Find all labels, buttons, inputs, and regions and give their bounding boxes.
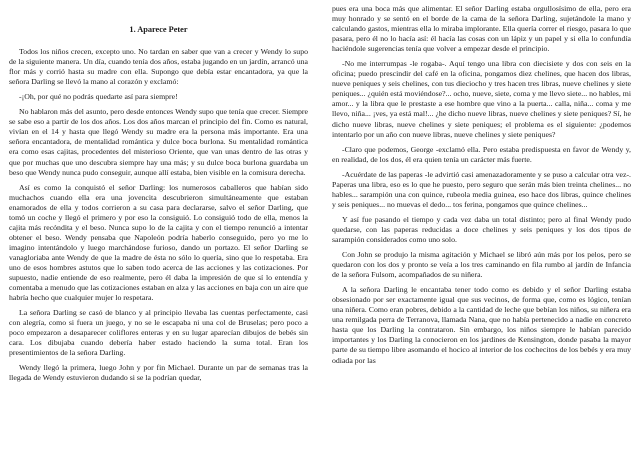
paragraph: Wendy llegó la primera, luego John y por fin Michael. Durante un par de semanas tras la llegada de Wendy estuvieron dudando si se la podrían quedar, [9,363,308,383]
paragraph: A la señora Darling le encantaba tener todo como es debido y el señor Darling estaba obsesionado por ser exactamente igual que sus vecinos, de forma que, como es lógico, tenían una niñera. Como eran pobres, debido a la cantidad de leche que bebían los niños, su niñera era una remilgada perra de Terranova, llamada Nana, que no había pertenecido a nadie en concreto hasta que los Darling la contrataron. Sin embargo, los niños siempre le habían parecido importantes y los Darling la conocieron en los jardines de Kensington, donde pasaba la mayor parte de su tiempo libre asomando el hocico al interior de los cochecitos de los bebés y era muy odiada por las [332,285,631,365]
paragraph: Así es como la conquistó el señor Darling: los numerosos caballeros que habían sido muchachos cuando ella era una jovencita descubrieron simultáneamente que estaban enamorados de ella y todos corrieron a su casa para declararse, salvo el señor Darling, que tomó un coche y llegó el primero y por eso la consiguió. Lo consiguió todo de ella, menos la cajita más recóndita y el beso. Nunca supo lo de la cajita y con el tiempo renunció a intentar obtener el beso. Wendy pensaba que Napoleón podría haberlo conseguido, pero yo me lo imagino intentándolo y luego marchándose furioso, dando un portazo. El señor Darling se vanagloriaba ante Wendy de que la madre de ésta no sólo lo quería, sino que lo respetaba. Era uno de esos hombres astutos que lo saben todo acerca de las acciones y las cotizaciones. Por supuesto, nadie entiende de eso realmente, pero él daba la impresión de que sí lo entendía y comentaba a menudo que las cotizaciones estaban en alza y las acciones en baja con un aire que habría hecho que cualquier mujer lo respetara. [9,182,308,303]
paragraph: -No me interrumpas -le rogaba-. Aquí tengo una libra con diecisiete y dos con seis en la oficina; puedo prescindir del café en la oficina, pongamos diez chelines, que hacen dos libras, nueve peniques y seis chelines, con tus dieciocho y tres hacen tres libras, nueve chelines y siete peniques... ¿quién está moviéndose?... ocho, nueve, siete, coma y me llevo siete... no hables, mi amor... y la libra que le prestaste a ese hombre que vino a la puerta... calla, niña... coma y me llevo, niña... ¡ves, ya está mal!... ¿he dicho nueve libras, nueve chelines y siete peniques? Sí, he dicho nueve libras, nueve chelines y siete peniques; el problema es el siguiente: ¿podemos intentarlo por un año con nueve libras, nueve chelines y siete peniques? [332,59,631,139]
right-column [332,0,631,458]
paragraph: -¡Oh, por qué no podrás quedarte así para siempre! [19,92,178,102]
paragraph: No hablaron más del asunto, pero desde entonces Wendy supo que tenía que crecer. Siempre se sabe eso a partir de los dos años. Los dos años marcan el principio del fin. Como es natural, vivían en el 14 y hasta que llegó Wendy su madre era la persona más importante. Era una señora encantadora, de mentalidad romántica y dulce boca burlona. Su mentalidad romántica era como esas cajitas, procedentes del misterioso Oriente, que van unas dentro de las otras y que por muchas que uno descubra siempre hay una más; y su dulce boca burlona guardaba un beso que Wendy nunca pudo conseguir, aunque allí estaba, bien visible en la comisura derecha. [9,107,308,177]
paragraph: -Acuérdate de las paperas -le advirtió casi amenazadoramente y se puso a calcular otra vez-. Paperas una libra, eso es lo que he puesto, pero seguro que serán más bien treinta chelines... no hables... sarampión una con quince, rubeola media guinea, eso hace dos libras, quince chelines y seis peniques... no muevas el dedo... tos ferina, pongamos que quince chelines... [332,169,631,209]
chapter-title: 1. Aparece Peter [129,25,188,34]
paragraph: -Claro que podemos, George -exclamó ella. Pero estaba predispuesta en favor de Wendy y, en realidad, de los dos, él era quien tenía un carácter más fuerte. [332,144,631,164]
paragraph: La señora Darling se casó de blanco y al principio llevaba las cuentas perfectamente, casi con alegría, como si fuera un juego, y no se le escapaba ni una col de Bruselas; pero poco a poco empezaron a desaparecer coliflores enteras y en su lugar aparecían dibujos de bebés sin cara. Los dibujaba cuando debería haber estado haciendo la suma total. Eran los presentimientos de la señora Darling. [9,308,308,358]
paragraph: Y así fue pasando el tiempo y cada vez daba un total distinto; pero al final Wendy pudo quedarse, con las paperas reducidas a doce chelines y seis peniques y los dos tipos de sarampión considerados como uno solo. [332,214,631,244]
paragraph: pues era una boca más que alimentar. El señor Darling estaba orgullosísimo de ella, pero era muy honrado y se sentó en el borde de la cama de la señora Darling, sujetándole la mano y calculando gastos, mientras ella lo miraba implorante. Ella quería correr el riesgo, pasara lo que pasara, pero él no lo hacía así: él hacía las cosas con un lápiz y un papel y si ella lo confundía haciéndole sugerencias tenía que volver a empezar desde el principio. [332,4,631,54]
left-column [9,0,308,458]
paragraph: Con John se produjo la misma agitación y Michael se libró aún más por los pelos, pero se quedaron con los dos y pronto se veía a los tres caminando en fila rumbo al jardín de Infancia de la señora Fulsom, acompañados de su niñera. [332,250,631,280]
paragraph: Todos los niños crecen, excepto uno. No tardan en saber que van a crecer y Wendy lo supo de la siguiente manera. Un día, cuando tenía dos años, estaba jugando en un jardín, arrancó una flor más y corrió hasta su madre con ella. Supongo que debía estar encantadora, ya que la señora Darling se llevó la mano al corazón y exclamó: [9,47,308,87]
